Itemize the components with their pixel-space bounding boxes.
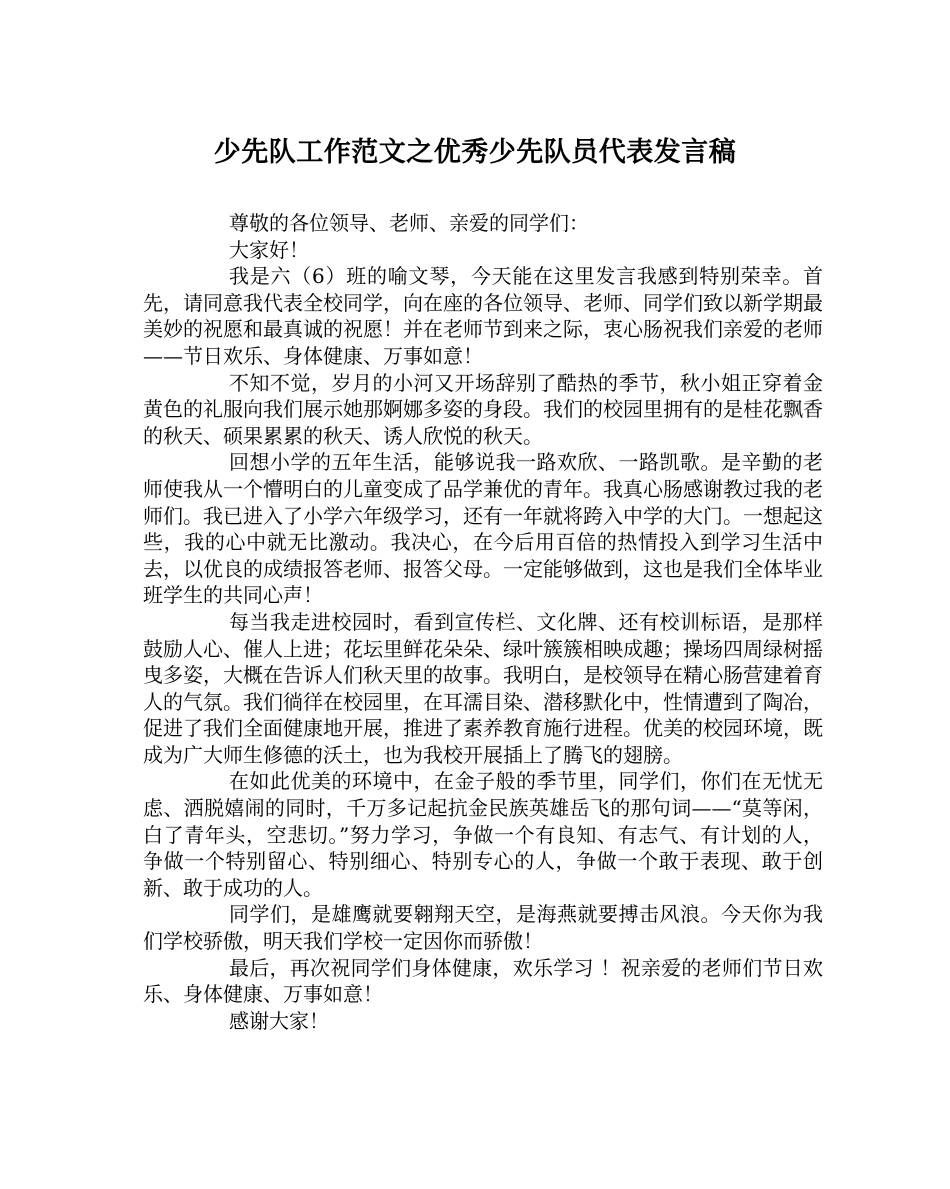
paragraph-campus: 每当我走进校园时，看到宣传栏、文化牌、还有校训标语，是那样鼓励人心、催人上进；花坛里鲜花朵朵、绿叶簇簇相映成趣；操场四周绿树摇曳多姿，大概在告诉人们秋天里的故事。我明白，是校领导在精心肠营建着育人的气氛。我们徜徉在校园里，在耳濡目染、潜移默化中，性情遭到了陶冶，促进了我们全面健康地开展，推进了素养教育施行进程。优美的校园环境，既成为广大师生修德的沃土，也为我校开展插上了腾飞的翅膀。 [143, 609, 823, 767]
paragraph-school-years: 回想小学的五年生活，能够说我一路欢欣、一路凯歌。是辛勤的老师使我从一个懵明白的儿童变成了品学兼优的青年。我真心肠感谢教过我的老师们。我已进入了小学六年级学习，还有一年就将跨入中学的大门。一想起这些，我的心中就无比激动。我决心，在今后用百倍的热情投入到学习生活中去，以优良的成绩报答老师、报答父母。一定能够做到，这也是我们全体毕业班学生的共同心声！ [143, 450, 823, 608]
paragraph-autumn: 不知不觉，岁月的小河又开场辞别了酷热的季节，秋小姐正穿着金黄色的礼服向我们展示她那婀娜多姿的身段。我们的校园里拥有的是桂花飘香的秋天、硕果累累的秋天、诱人欣悦的秋天。 [143, 370, 823, 448]
paragraph-closing-wishes: 最后，再次祝同学们身体健康，欢乐学习 ！祝亲爱的老师们节日欢乐、身体健康、万事如意！ [143, 955, 823, 1007]
paragraph-eagle: 同学们，是雄鹰就要翱翔天空，是海燕就要搏击风浪。今天你为我们学校骄傲，明天我们学校一定因你而骄傲！ [143, 902, 823, 954]
document-body [143, 210, 823, 1034]
paragraph-introduction: 我是六（6）班的喻文琴，今天能在这里发言我感到特别荣幸。首先，请同意我代表全校同学，向在座的各位领导、老师、同学们致以新学期最美妙的祝愿和最真诚的祝愿！并在老师节到来之际，衷心肠祝我们亲爱的老师——节日欢乐、身体健康、万事如意！ [143, 264, 823, 368]
paragraph-exhortation: 在如此优美的环境中，在金子般的季节里，同学们，你们在无忧无虑、洒脱嬉闹的同时，千万多记起抗金民族英雄岳飞的那句词——“莫等闲，白了青年头，空悲切。”努力学习，争做一个有良知、有志气、有计划的人，争做一个特别留心、特别细心、特别专心的人，争做一个敢于表现、敢于创新、敢于成功的人。 [143, 769, 823, 900]
paragraph-greeting: 大家好！ [229, 237, 309, 262]
paragraph-thanks: 感谢大家！ [229, 1008, 329, 1033]
document-title: 少先队工作范文之优秀少先队员代表发言稿 [213, 137, 737, 168]
paragraph-salutation: 尊敬的各位领导、老师、亲爱的同学们： [229, 211, 589, 235]
